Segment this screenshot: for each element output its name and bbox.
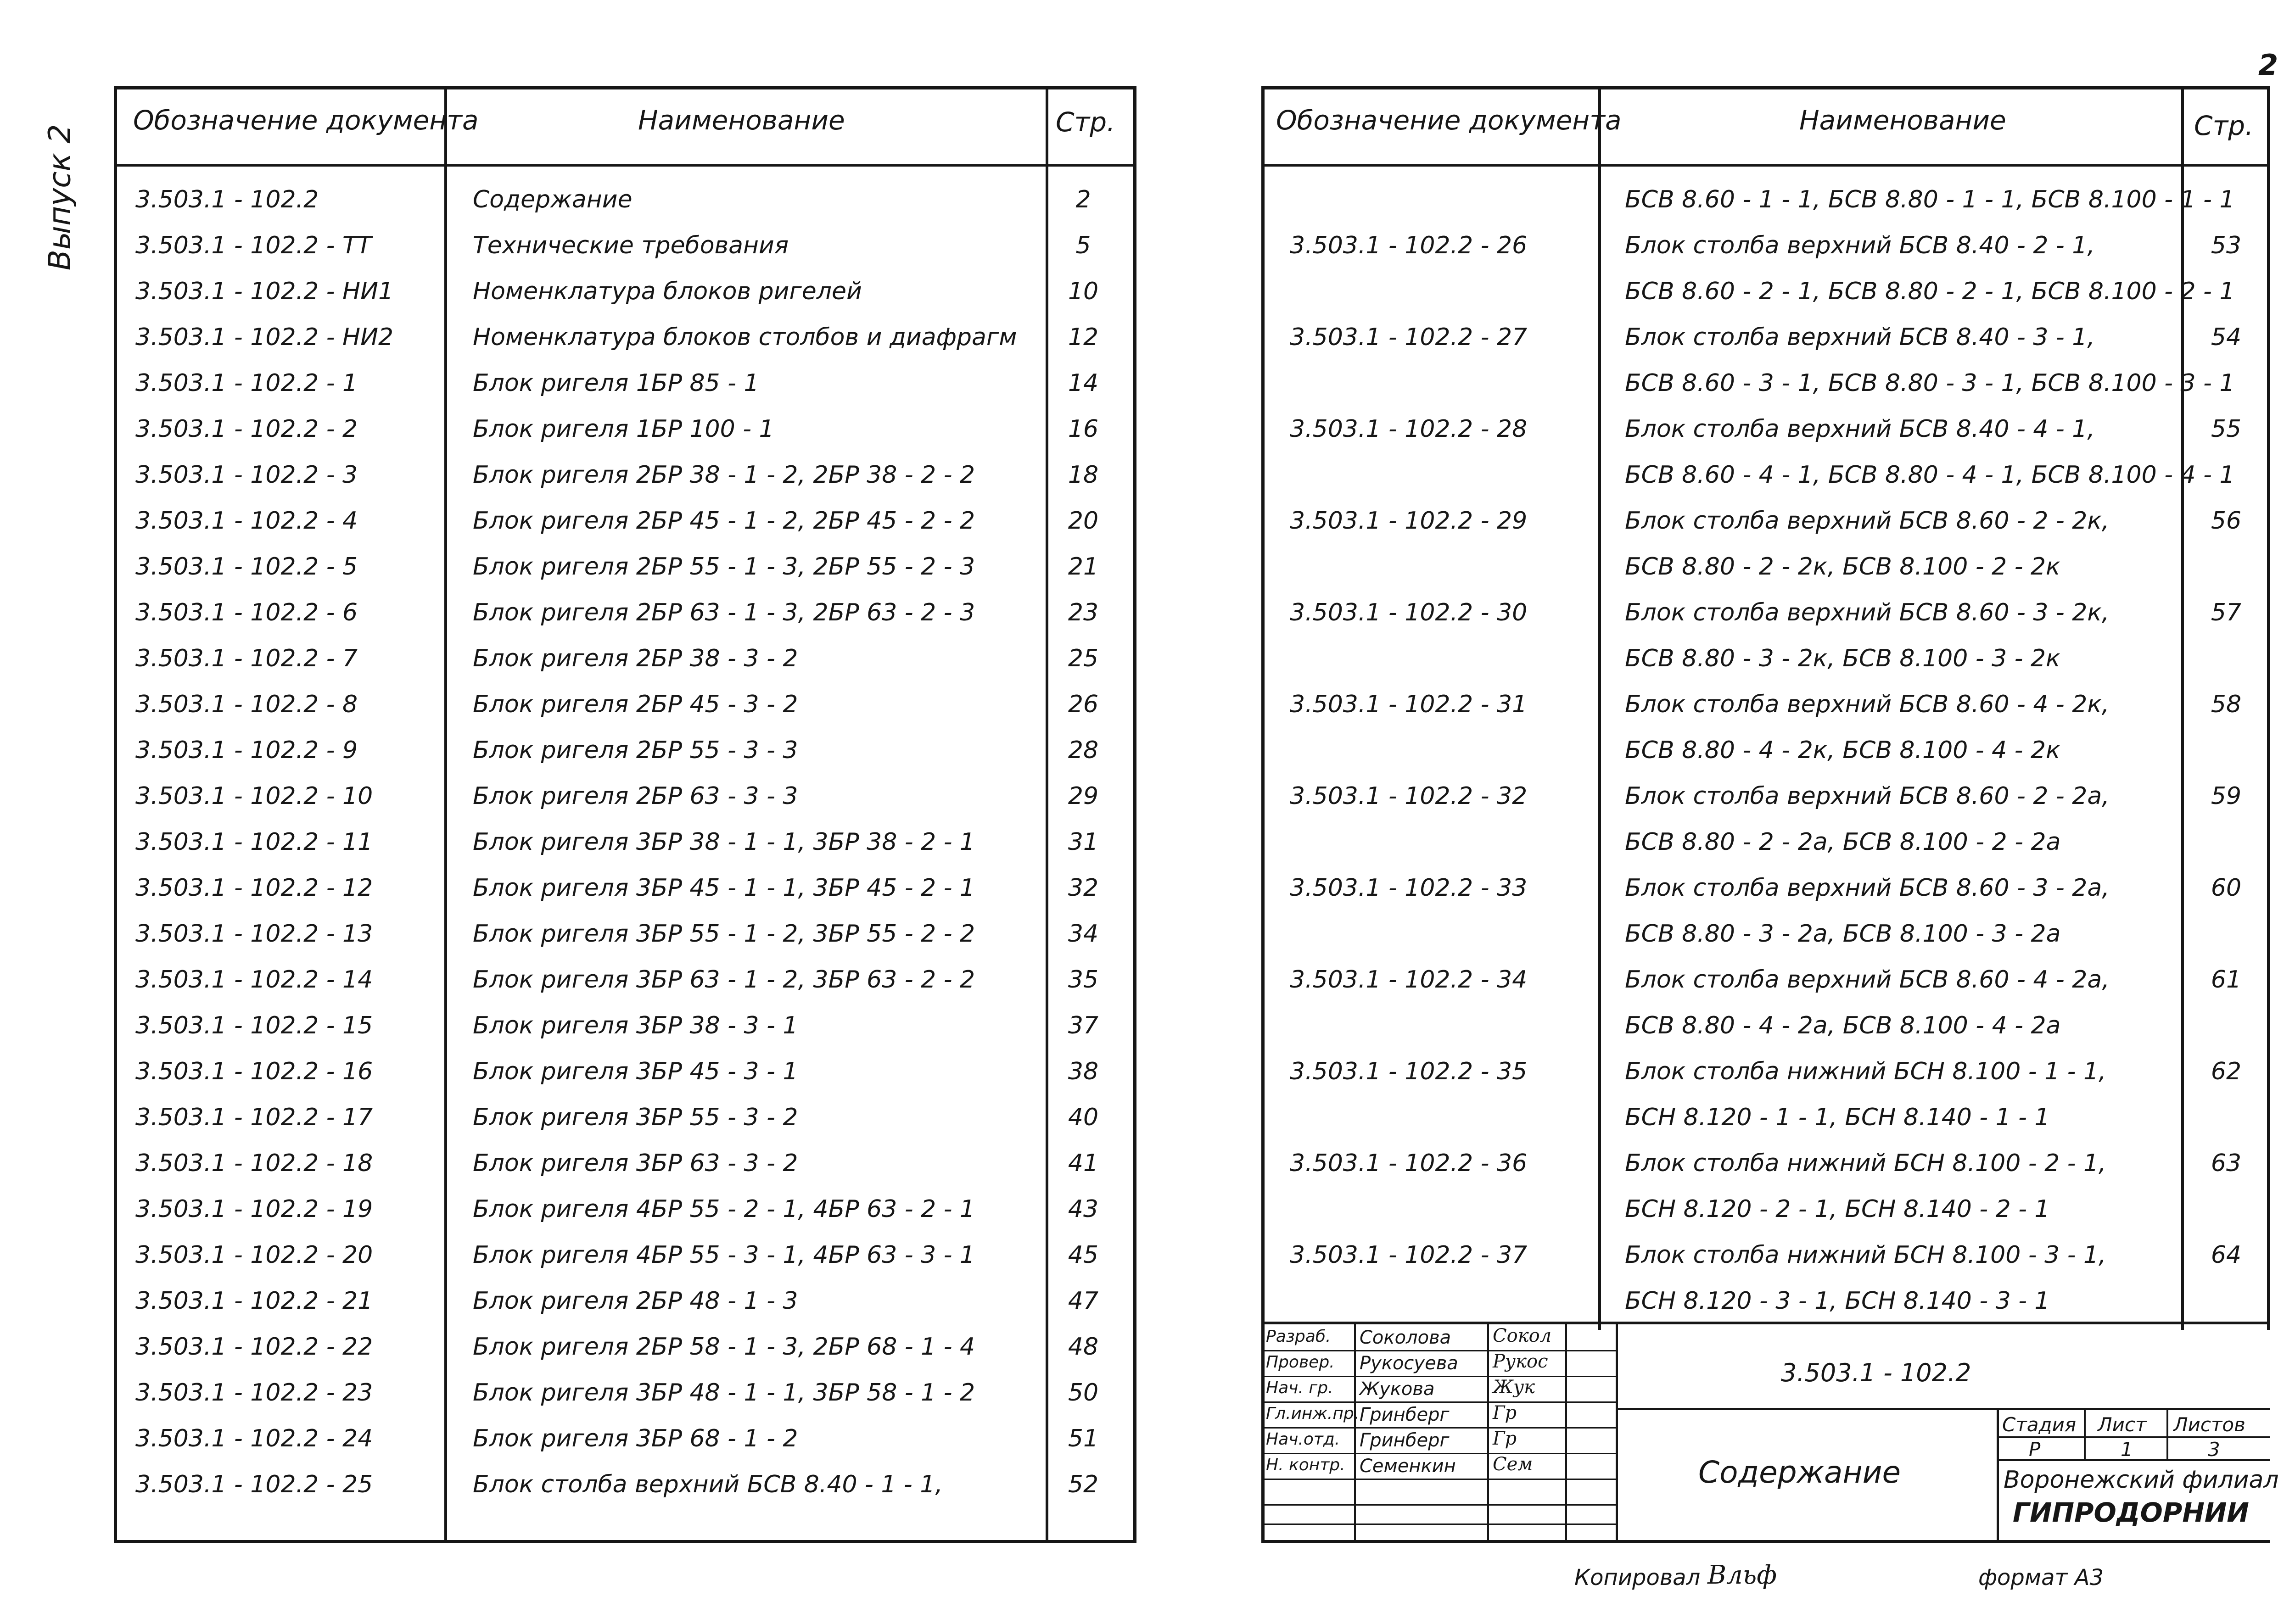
left-row-page: 31 bbox=[1068, 828, 1099, 856]
tb-signature: Сокол bbox=[1493, 1325, 1552, 1346]
left-row-page: 20 bbox=[1068, 507, 1099, 535]
right-row-page: 59 bbox=[2211, 782, 2242, 810]
tb-grid bbox=[1261, 1401, 1617, 1403]
tb-grid bbox=[1261, 1504, 1617, 1506]
right-row-page: 61 bbox=[2211, 966, 2242, 993]
left-row-name: Блок ригеля 3БР 63 - 3 - 2 bbox=[473, 1150, 798, 1177]
gap-divider bbox=[1134, 86, 1136, 1543]
left-row-page: 21 bbox=[1068, 553, 1099, 580]
right-row-code: 3.503.1 - 102.2 - 34 bbox=[1290, 966, 1528, 993]
left-row-code: 3.503.1 - 102.2 - 7 bbox=[135, 645, 358, 672]
tb-person-name: Гринберг bbox=[1360, 1404, 1450, 1425]
title-block-designation: 3.503.1 - 102.2 bbox=[1781, 1358, 1971, 1387]
right-row-code: 3.503.1 - 102.2 - 35 bbox=[1290, 1058, 1528, 1085]
tb-role-label: Провер. bbox=[1266, 1353, 1335, 1372]
title-block-doc-title: Содержание bbox=[1698, 1455, 1901, 1490]
right-row-name: Блок столба верхний БСВ 8.40 - 2 - 1, bbox=[1625, 232, 2095, 259]
left-row-page: 38 bbox=[1068, 1058, 1099, 1085]
left-row-name: Блок ригеля 3БР 45 - 1 - 1, 3БР 45 - 2 - 1 bbox=[473, 874, 975, 902]
right-row-code: 3.503.1 - 102.2 - 37 bbox=[1290, 1241, 1528, 1269]
tb-role-label: Гл.инж.пр. bbox=[1266, 1404, 1360, 1423]
left-row-page: 10 bbox=[1068, 278, 1099, 305]
left-row-page: 25 bbox=[1068, 645, 1099, 672]
left-row-name: Блок ригеля 2БР 63 - 3 - 3 bbox=[473, 782, 798, 810]
right-header-name: Наименование bbox=[1799, 105, 2006, 136]
right-row-name: БСВ 8.80 - 3 - 2к, БСВ 8.100 - 3 - 2к bbox=[1625, 645, 2060, 672]
right-row-name: Блок столба нижний БСН 8.100 - 3 - 1, bbox=[1625, 1241, 2106, 1269]
stage-value: Р bbox=[2029, 1438, 2041, 1461]
left-row-code: 3.503.1 - 102.2 bbox=[135, 186, 319, 213]
left-row-page: 45 bbox=[1068, 1241, 1099, 1269]
sheets-label: Листов bbox=[2173, 1413, 2245, 1436]
right-row-name: Блок столба верхний БСВ 8.60 - 3 - 2к, bbox=[1625, 599, 2110, 626]
right-row-name: БСВ 8.60 - 3 - 1, БСВ 8.80 - 3 - 1, БСВ 8.100 - 3 - 1 bbox=[1625, 369, 2235, 397]
left-row-name: Блок столба верхний БСВ 8.40 - 1 - 1, bbox=[473, 1471, 943, 1498]
left-row-code: 3.503.1 - 102.2 - 23 bbox=[135, 1379, 373, 1406]
left-row-code: 3.503.1 - 102.2 - НИ1 bbox=[135, 278, 394, 305]
left-row-code: 3.503.1 - 102.2 - 17 bbox=[135, 1104, 373, 1131]
left-row-name: Блок ригеля 2БР 45 - 3 - 2 bbox=[473, 691, 798, 718]
right-row-code: 3.503.1 - 102.2 - 26 bbox=[1290, 232, 1528, 259]
tb-grid bbox=[1487, 1322, 1489, 1543]
tb-grid bbox=[1261, 1479, 1617, 1480]
sheet-value: 1 bbox=[2121, 1438, 2133, 1461]
right-row-name: БСН 8.120 - 2 - 1, БСН 8.140 - 2 - 1 bbox=[1625, 1195, 2050, 1223]
tb-person-name: Семенкин bbox=[1360, 1456, 1456, 1477]
right-row-code: 3.503.1 - 102.2 - 28 bbox=[1290, 415, 1528, 443]
tb-grid bbox=[1616, 1408, 2270, 1410]
left-row-page: 50 bbox=[1068, 1379, 1099, 1406]
copied-label: Копировал bbox=[1574, 1565, 1701, 1591]
left-row-code: 3.503.1 - 102.2 - 2 bbox=[135, 415, 358, 443]
right-row-code: 3.503.1 - 102.2 - 27 bbox=[1290, 324, 1528, 351]
tb-grid bbox=[2166, 1408, 2168, 1461]
right-row-page: 54 bbox=[2211, 324, 2242, 351]
left-row-name: Блок ригеля 2БР 48 - 1 - 3 bbox=[473, 1287, 798, 1315]
tb-signature: Сем bbox=[1493, 1454, 1533, 1475]
right-row-name: Блок столба верхний БСВ 8.60 - 4 - 2к, bbox=[1625, 691, 2110, 718]
org-line-1: Воронежский филиал bbox=[2004, 1466, 2279, 1494]
left-row-name: Блок ригеля 2БР 38 - 1 - 2, 2БР 38 - 2 - 2 bbox=[473, 461, 975, 489]
left-row-name: Блок ригеля 2БР 55 - 1 - 3, 2БР 55 - 2 - 3 bbox=[473, 553, 975, 580]
left-col-divider-1 bbox=[444, 86, 447, 1543]
right-row-code: 3.503.1 - 102.2 - 29 bbox=[1290, 507, 1528, 535]
left-row-code: 3.503.1 - 102.2 - ТТ bbox=[135, 232, 372, 259]
right-row-name: Блок столба верхний БСВ 8.60 - 2 - 2к, bbox=[1625, 507, 2110, 535]
left-row-code: 3.503.1 - 102.2 - 4 bbox=[135, 507, 358, 535]
left-row-page: 40 bbox=[1068, 1104, 1099, 1131]
tb-grid bbox=[1997, 1408, 1999, 1543]
left-row-page: 51 bbox=[1068, 1425, 1099, 1452]
stage-label: Стадия bbox=[2002, 1413, 2077, 1436]
sheet-label: Лист bbox=[2098, 1413, 2147, 1436]
tb-signature: Жук bbox=[1493, 1377, 1535, 1398]
left-row-page: 2 bbox=[1075, 186, 1091, 213]
copied-signature: Вльф bbox=[1707, 1560, 1777, 1590]
left-row-name: Блок ригеля 3БР 63 - 1 - 2, 3БР 63 - 2 - 2 bbox=[473, 966, 975, 993]
right-row-name: Блок столба верхний БСВ 8.60 - 2 - 2а, bbox=[1625, 782, 2110, 810]
right-row-name: БСВ 8.60 - 2 - 1, БСВ 8.80 - 2 - 1, БСВ 8.100 - 2 - 1 bbox=[1625, 278, 2235, 305]
left-row-page: 48 bbox=[1068, 1333, 1099, 1361]
left-row-page: 41 bbox=[1068, 1150, 1099, 1177]
left-row-code: 3.503.1 - 102.2 - 9 bbox=[135, 737, 358, 764]
left-row-code: 3.503.1 - 102.2 - 12 bbox=[135, 874, 373, 902]
tb-role-label: Нач. гр. bbox=[1266, 1378, 1333, 1397]
left-row-page: 35 bbox=[1068, 966, 1099, 993]
left-row-name: Блок ригеля 3БР 38 - 1 - 1, 3БР 38 - 2 - 1 bbox=[473, 828, 975, 856]
left-row-code: 3.503.1 - 102.2 - 20 bbox=[135, 1241, 373, 1269]
right-row-name: БСВ 8.80 - 4 - 2к, БСВ 8.100 - 4 - 2к bbox=[1625, 737, 2060, 764]
format-label: формат А3 bbox=[1978, 1565, 2104, 1591]
right-row-name: БСВ 8.80 - 2 - 2к, БСВ 8.100 - 2 - 2к bbox=[1625, 553, 2060, 580]
left-row-page: 12 bbox=[1068, 324, 1099, 351]
left-row-code: 3.503.1 - 102.2 - 1 bbox=[135, 369, 358, 397]
right-row-name: Блок столба верхний БСВ 8.40 - 3 - 1, bbox=[1625, 324, 2095, 351]
left-row-code: 3.503.1 - 102.2 - 8 bbox=[135, 691, 358, 718]
tb-person-name: Соколова bbox=[1360, 1327, 1451, 1348]
left-row-name: Блок ригеля 3БР 45 - 3 - 1 bbox=[473, 1058, 798, 1085]
left-row-name: Блок ригеля 3БР 38 - 3 - 1 bbox=[473, 1012, 798, 1039]
tb-grid bbox=[1565, 1322, 1567, 1543]
left-row-code: 3.503.1 - 102.2 - 19 bbox=[135, 1195, 373, 1223]
left-row-name: Блок ригеля 2БР 58 - 1 - 3, 2БР 68 - 1 - 4 bbox=[473, 1333, 975, 1361]
left-row-code: 3.503.1 - 102.2 - 21 bbox=[135, 1287, 373, 1315]
right-row-code: 3.503.1 - 102.2 - 33 bbox=[1290, 874, 1528, 902]
left-row-name: Блок ригеля 2БР 45 - 1 - 2, 2БР 45 - 2 - 2 bbox=[473, 507, 975, 535]
right-row-name: БСН 8.120 - 1 - 1, БСН 8.140 - 1 - 1 bbox=[1625, 1104, 2050, 1131]
left-header-name: Наименование bbox=[638, 105, 845, 136]
tb-signature: Рукос bbox=[1493, 1351, 1548, 1372]
tb-grid bbox=[1261, 1350, 1617, 1351]
tb-role-label: Н. контр. bbox=[1266, 1456, 1345, 1474]
left-row-page: 26 bbox=[1068, 691, 1099, 718]
left-row-page: 16 bbox=[1068, 415, 1099, 443]
left-row-page: 28 bbox=[1068, 737, 1099, 764]
right-header-rule bbox=[1261, 164, 2270, 167]
right-row-code: 3.503.1 - 102.2 - 36 bbox=[1290, 1150, 1528, 1177]
left-row-name: Блок ригеля 1БР 85 - 1 bbox=[473, 369, 759, 397]
left-row-code: 3.503.1 - 102.2 - 11 bbox=[135, 828, 373, 856]
right-row-page: 60 bbox=[2211, 874, 2242, 902]
tb-role-label: Нач.отд. bbox=[1266, 1430, 1340, 1449]
tb-person-name: Гринберг bbox=[1360, 1430, 1450, 1451]
left-row-name: Блок ригеля 1БР 100 - 1 bbox=[473, 415, 774, 443]
right-row-page: 55 bbox=[2211, 415, 2242, 443]
right-row-name: БСВ 8.60 - 4 - 1, БСВ 8.80 - 4 - 1, БСВ 8.100 - 4 - 1 bbox=[1625, 461, 2235, 489]
right-row-name: БСВ 8.80 - 2 - 2а, БСВ 8.100 - 2 - 2а bbox=[1625, 828, 2061, 856]
left-row-code: 3.503.1 - 102.2 - 3 bbox=[135, 461, 358, 489]
right-col-divider-1 bbox=[1598, 86, 1601, 1330]
left-row-code: 3.503.1 - 102.2 - 5 bbox=[135, 553, 358, 580]
tb-grid bbox=[1616, 1322, 1618, 1543]
left-row-name: Блок ригеля 3БР 55 - 3 - 2 bbox=[473, 1104, 798, 1131]
right-col-divider-2 bbox=[2181, 86, 2184, 1330]
org-line-2: ГИПРОДОРНИИ bbox=[2013, 1497, 2249, 1528]
left-row-name: Блок ригеля 2БР 55 - 3 - 3 bbox=[473, 737, 798, 764]
left-row-name: Блок ригеля 3БР 68 - 1 - 2 bbox=[473, 1425, 798, 1452]
left-row-name: Номенклатура блоков столбов и диафрагм bbox=[473, 324, 1017, 351]
right-row-page: 64 bbox=[2211, 1241, 2242, 1269]
tb-grid bbox=[2084, 1408, 2086, 1461]
tb-grid bbox=[1261, 1524, 1617, 1525]
tb-grid bbox=[1261, 1376, 1617, 1377]
left-row-code: 3.503.1 - 102.2 - 25 bbox=[135, 1471, 373, 1498]
right-row-name: Блок столба верхний БСВ 8.60 - 3 - 2а, bbox=[1625, 874, 2110, 902]
right-row-name: Блок столба нижний БСН 8.100 - 2 - 1, bbox=[1625, 1150, 2106, 1177]
right-row-page: 53 bbox=[2211, 232, 2242, 259]
right-row-page: 62 bbox=[2211, 1058, 2242, 1085]
left-row-name: Номенклатура блоков ригелей bbox=[473, 278, 862, 305]
left-header-designation: Обозначение документа bbox=[133, 105, 479, 136]
left-row-code: 3.503.1 - 102.2 - 15 bbox=[135, 1012, 373, 1039]
left-col-divider-2 bbox=[1046, 86, 1048, 1543]
issue-side-label: Выпуск 2 bbox=[42, 124, 78, 271]
tb-person-name: Жукова bbox=[1360, 1378, 1435, 1400]
left-row-name: Блок ригеля 3БР 48 - 1 - 1, 3БР 58 - 1 - 2 bbox=[473, 1379, 975, 1406]
left-row-code: 3.503.1 - 102.2 - 6 bbox=[135, 599, 358, 626]
tb-grid bbox=[1354, 1322, 1356, 1543]
sheet-number: 2 bbox=[2258, 48, 2278, 82]
left-row-page: 52 bbox=[1068, 1471, 1099, 1498]
left-row-code: 3.503.1 - 102.2 - 16 bbox=[135, 1058, 373, 1085]
left-row-page: 23 bbox=[1068, 599, 1099, 626]
tb-person-name: Рукосуева bbox=[1360, 1353, 1458, 1374]
left-row-code: 3.503.1 - 102.2 - 22 bbox=[135, 1333, 373, 1361]
left-row-page: 34 bbox=[1068, 920, 1099, 948]
left-row-name: Технические требования bbox=[473, 232, 789, 259]
right-row-page: 56 bbox=[2211, 507, 2242, 535]
left-row-name: Блок ригеля 4БР 55 - 3 - 1, 4БР 63 - 3 - 1 bbox=[473, 1241, 975, 1269]
right-header-page: Стр. bbox=[2194, 110, 2254, 141]
tb-signature: Гр bbox=[1493, 1428, 1517, 1449]
left-row-code: 3.503.1 - 102.2 - 13 bbox=[135, 920, 373, 948]
left-header-rule bbox=[114, 164, 1136, 167]
tb-signature: Гр bbox=[1493, 1402, 1517, 1423]
left-row-code: 3.503.1 - 102.2 - 10 bbox=[135, 782, 373, 810]
tb-grid bbox=[1261, 1427, 1617, 1429]
right-row-code: 3.503.1 - 102.2 - 31 bbox=[1290, 691, 1528, 718]
right-row-name: БСВ 8.80 - 4 - 2а, БСВ 8.100 - 4 - 2а bbox=[1625, 1012, 2061, 1039]
left-row-code: 3.503.1 - 102.2 - 14 bbox=[135, 966, 373, 993]
left-row-page: 14 bbox=[1068, 369, 1099, 397]
right-row-page: 63 bbox=[2211, 1150, 2242, 1177]
right-row-name: Блок столба верхний БСВ 8.60 - 4 - 2а, bbox=[1625, 966, 2110, 993]
right-row-code: 3.503.1 - 102.2 - 32 bbox=[1290, 782, 1528, 810]
sheets-value: 3 bbox=[2208, 1438, 2220, 1461]
left-row-name: Блок ригеля 3БР 55 - 1 - 2, 3БР 55 - 2 - 2 bbox=[473, 920, 975, 948]
tb-role-label: Разраб. bbox=[1266, 1327, 1331, 1346]
right-row-name: БСВ 8.60 - 1 - 1, БСВ 8.80 - 1 - 1, БСВ 8.100 - 1 - 1 bbox=[1625, 186, 2235, 213]
left-header-page: Стр. bbox=[1056, 106, 1115, 138]
left-row-page: 43 bbox=[1068, 1195, 1099, 1223]
left-row-page: 32 bbox=[1068, 874, 1099, 902]
right-row-page: 57 bbox=[2211, 599, 2242, 626]
left-row-code: 3.503.1 - 102.2 - НИ2 bbox=[135, 324, 394, 351]
left-row-page: 5 bbox=[1075, 232, 1091, 259]
right-row-code: 3.503.1 - 102.2 - 30 bbox=[1290, 599, 1528, 626]
left-row-page: 29 bbox=[1068, 782, 1099, 810]
right-row-name: БСВ 8.80 - 3 - 2а, БСВ 8.100 - 3 - 2а bbox=[1625, 920, 2061, 948]
left-row-name: Блок ригеля 2БР 63 - 1 - 3, 2БР 63 - 2 - 3 bbox=[473, 599, 975, 626]
left-row-name: Содержание bbox=[473, 186, 633, 213]
left-row-code: 3.503.1 - 102.2 - 24 bbox=[135, 1425, 373, 1452]
right-row-name: Блок столба нижний БСН 8.100 - 1 - 1, bbox=[1625, 1058, 2106, 1085]
tb-grid bbox=[1261, 1453, 1617, 1454]
right-row-page: 58 bbox=[2211, 691, 2242, 718]
left-row-code: 3.503.1 - 102.2 - 18 bbox=[135, 1150, 373, 1177]
right-row-name: Блок столба верхний БСВ 8.40 - 4 - 1, bbox=[1625, 415, 2095, 443]
right-row-name: БСН 8.120 - 3 - 1, БСН 8.140 - 3 - 1 bbox=[1625, 1287, 2050, 1315]
left-row-name: Блок ригеля 4БР 55 - 2 - 1, 4БР 63 - 2 - 1 bbox=[473, 1195, 975, 1223]
left-row-page: 18 bbox=[1068, 461, 1099, 489]
left-row-page: 37 bbox=[1068, 1012, 1099, 1039]
right-header-designation: Обозначение документа bbox=[1276, 105, 1622, 136]
left-row-name: Блок ригеля 2БР 38 - 3 - 2 bbox=[473, 645, 798, 672]
left-row-page: 47 bbox=[1068, 1287, 1099, 1315]
